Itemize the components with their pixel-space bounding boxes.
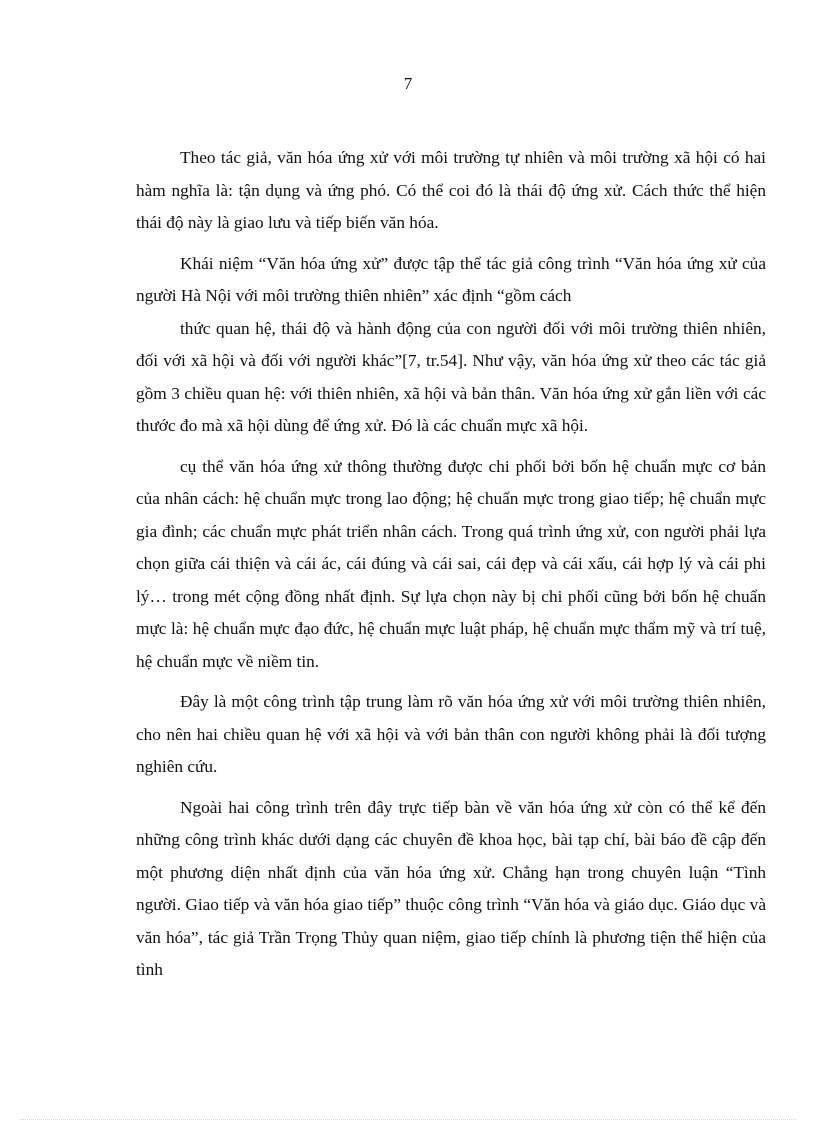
paragraph-5: Đây là một công trình tập trung làm rõ văn hóa ứng xử với môi trường thiên nhiên, cho nên hai chiều quan hệ với xã hội và với bản thân con người không phải là đối tượng nghiên cứu. [136,692,766,776]
body-text [136,142,766,995]
paragraph-2: Khái niệm “Văn hóa ứng xử” được tập thể tác giả công trình “Văn hóa ứng xử của người Hà Nội với môi trường thiên nhiên” xác định “gồm cách [136,253,766,305]
paragraph-1: Theo tác giả, văn hóa ứng xử với môi trường tự nhiên và môi trường xã hội có hai hàm nghĩa là: tận dụng và ứng phó. Có thể coi đó là thái độ ứng xử. Cách thức thể hiện thái độ này là giao lưu và tiếp biến văn hóa. [136,148,766,232]
paragraph-3: thức quan hệ, thái độ và hành động của con người đối với môi trường thiên nhiên, đối với xã hội và đối với người khác”[7, tr.54]. Như vậy, văn hóa ứng xử theo các tác giả gồm 3 chiều quan hệ: với thiên nhiên, xã hội và bản thân. Văn hóa ứng xử gắn liền với các thước đo mà xã hội dùng để ứng xử. Đó là các chuẩn mực xã hội. [136,318,766,435]
paragraph-6: Ngoài hai công trình trên đây trực tiếp bàn về văn hóa ứng xử còn có thể kể đến những công trình khác dưới dạng các chuyên đề khoa học, bài tạp chí, bài báo đề cập đến một phương diện nhất định của văn hóa ứng xử. Chẳng hạn trong chuyên luận “Tình người. Giao tiếp và văn hóa giao tiếp” thuộc công trình “Văn hóa và giáo dục. Giáo dục và văn hóa”, tác giả Trần Trọng Thủy quan niệm, giao tiếp chính là phương tiện thể hiện của tình [136,797,766,979]
paragraph-4: cụ thể văn hóa ứng xử thông thường được chi phối bởi bốn hệ chuẩn mực cơ bản của nhân cách: hệ chuẩn mực trong lao động; hệ chuẩn mực trong giao tiếp; hệ chuẩn mực gia đình; các chuẩn mực phát triển nhân cách. Trong quá trình ứng xử, con người phải lựa chọn giữa cái thiện và cái ác, cái đúng và cái sai, cái đẹp và cái xấu, cái hợp lý và cái phi lý… trong mét cộng đồng nhất định. Sự lựa chọn này bị chi phối cũng bởi bốn hệ chuẩn mực là: hệ chuẩn mực đạo đức, hệ chuẩn mực luật pháp, hệ chuẩn mực thẩm mỹ và trí tuệ, hệ chuẩn mực về niềm tin. [136,456,766,671]
page-bottom-divider [20,1119,796,1120]
page-number: 7 [403,74,413,93]
